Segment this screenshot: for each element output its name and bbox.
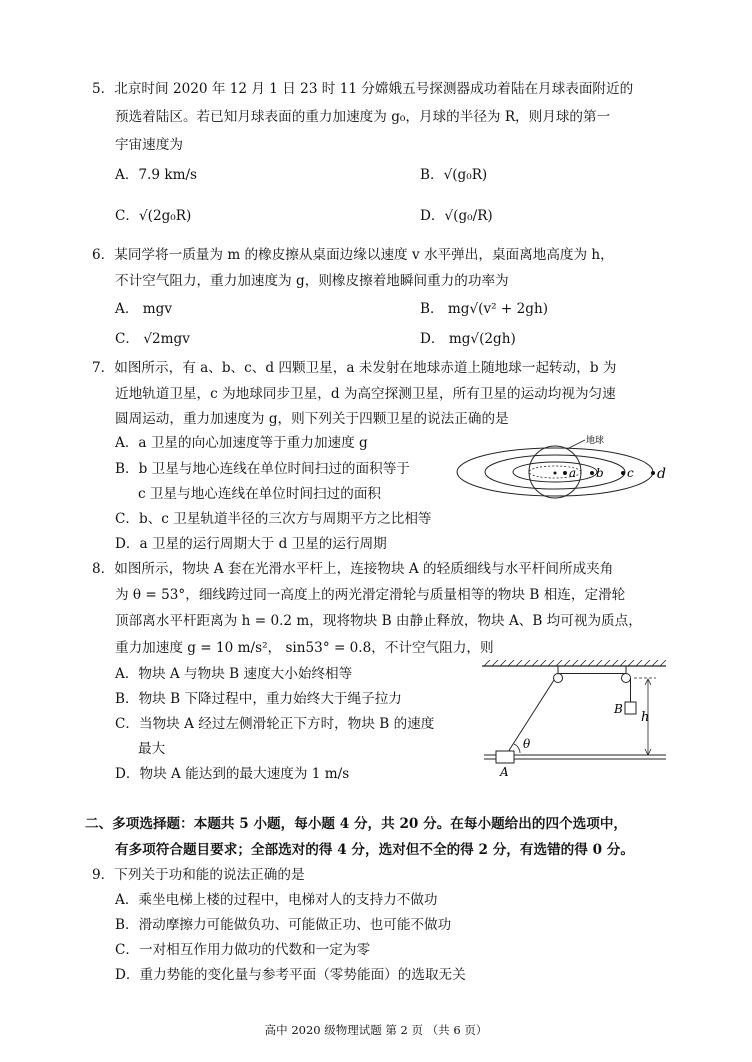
satellite-d-dot xyxy=(651,471,655,475)
q7-option-b-line1: B．b 卫星与地心连线在单位时间扫过的面积等于 xyxy=(115,461,410,477)
q5-stem-line2: 预选着陆区。若已知月球表面的重力加速度为 g₀，月球的半径为 R，则月球的第一 xyxy=(115,109,611,125)
q7-option-c: C．b、c 卫星轨道半径的三次方与周期平方之比相等 xyxy=(115,511,432,527)
earth-label: 地球 xyxy=(586,436,605,446)
q6-stem-line1: 6．某同学将一质量为 m 的橡皮擦从桌面边缘以速度 v 水平弹出，桌面离地高度为 h， xyxy=(92,247,614,263)
q8-stem-line3: 顶部离水平杆距离为 h = 0.2 m，现将物块 B 由静止释放，物块 A、B 均可视为质点， xyxy=(115,613,642,629)
q6-option-d: D． mg√(2gh) xyxy=(420,331,516,347)
q5-option-c: C．√(2g₀R) xyxy=(115,208,192,224)
q9-stem: 9．下列关于功和能的说法正确的是 xyxy=(92,867,305,883)
section2-heading-line1: 二、多项选择题：本题共 5 小题，每小题 4 分，共 20 分。在每小题给出的四个选项中， xyxy=(85,816,628,832)
q8-option-b: B．物块 B 下降过程中，重力始终大于绳子拉力 xyxy=(115,691,402,707)
q7-stem-line3: 圆周运动，重力加速度为 g，则下列关于四颗卫星的说法正确的是 xyxy=(115,411,509,427)
angle-label: θ xyxy=(523,737,531,751)
earth-label-leader xyxy=(567,440,585,449)
satellite-c-label: c xyxy=(627,466,634,480)
q5-option-b: B．√(g₀R) xyxy=(420,167,488,183)
q9-option-c: C．一对相互作用力做功的代数和一定为零 xyxy=(115,942,371,958)
q8-option-d: D．物块 A 能达到的最大速度为 1 m/s xyxy=(115,766,350,782)
q6-option-c: C． √2mgv xyxy=(115,331,190,347)
q9-option-d: D．重力势能的变化量与参考平面（零势能面）的选取无关 xyxy=(115,967,466,983)
right-pulley xyxy=(622,674,631,683)
earth-center-dot xyxy=(554,472,557,475)
q8-option-c-line1: C．当物块 A 经过左侧滑轮正下方时，物块 B 的速度 xyxy=(115,716,435,732)
q8-option-c-line2: 最大 xyxy=(138,741,166,757)
q8-option-a: A．物块 A 与物块 B 速度大小始终相等 xyxy=(115,666,353,682)
pulley-figure xyxy=(480,660,670,780)
q5-stem-line1: 5．北京时间 2020 年 12 月 1 日 23 时 11 分嫦娥五号探测器成功着陆在月球表面附近的 xyxy=(92,81,634,97)
q7-option-a: A．a 卫星的向心加速度等于重力加速度 g xyxy=(115,435,368,451)
rope-to-block-a xyxy=(508,680,554,752)
q8-stem-line4: 重力加速度 g = 10 m/s²， sin53° = 0.8，不计空气阻力，则 xyxy=(115,640,494,656)
q6-option-b: B． mg√(v² + 2gh) xyxy=(420,301,549,317)
q8-stem-line2: 为 θ = 53°，细线跨过同一高度上的两光滑定滑轮与质量相等的物块 B 相连，定滑轮 xyxy=(115,587,626,603)
q9-option-b: B．滑动摩擦力可能做负功、可能做正功、也可能不做功 xyxy=(115,917,452,933)
satellite-a-label: a xyxy=(569,466,577,480)
block-b-label: B xyxy=(614,702,623,716)
block-b xyxy=(625,702,636,714)
q9-option-a: A．乘坐电梯上楼的过程中，电梯对人的支持力不做功 xyxy=(115,892,438,908)
section2-heading-line2: 有多项符合题目要求；全部选对的得 4 分，选对但不全的得 2 分，有选错的得 0 分。 xyxy=(115,842,634,858)
block-a xyxy=(496,751,514,763)
q6-stem-line2: 不计空气阻力，重力加速度为 g，则橡皮擦着地瞬间重力的功率为 xyxy=(115,273,509,289)
angle-arc xyxy=(514,744,520,753)
q5-stem-line3: 宇宙速度为 xyxy=(115,137,183,153)
q7-option-d: D．a 卫星的运行周期大于 d 卫星的运行周期 xyxy=(115,536,387,552)
height-label: h xyxy=(641,710,650,725)
satellite-b-dot xyxy=(590,471,594,475)
q7-option-b-line2: c 卫星与地心连线在单位时间扫过的面积 xyxy=(138,486,382,502)
q5-option-a: A．7.9 km/s xyxy=(115,167,198,183)
block-a-label: A xyxy=(500,765,509,779)
satellite-b-label: b xyxy=(596,466,604,480)
ceiling-hatch xyxy=(484,660,666,666)
satellite-d-label: d xyxy=(657,466,666,482)
satellite-a-dot xyxy=(563,471,567,475)
q8-stem-line1: 8．如图所示，物块 A 套在光滑水平杆上，连接物块 A 的轻质细线与水平杆间所成夹角 xyxy=(92,561,614,577)
q7-stem-line2: 近地轨道卫星，c 为地球同步卫星，d 为高空探测卫星，所有卫星的运动均视为匀速 xyxy=(115,386,616,402)
page-footer: 高中 2020 级物理试题 第 2 页 （共 6 页） xyxy=(264,1023,488,1037)
q7-stem-line1: 7．如图所示，有 a、b、c、d 四颗卫星，a 未发射在地球赤道上随地球一起转动，b 为 xyxy=(92,360,617,376)
left-pulley xyxy=(554,674,563,683)
q6-option-a: A． mgv xyxy=(115,301,173,317)
satellite-orbit-figure xyxy=(455,432,685,504)
q5-option-d: D．√(g₀/R) xyxy=(420,208,493,224)
satellite-c-dot xyxy=(621,471,625,475)
